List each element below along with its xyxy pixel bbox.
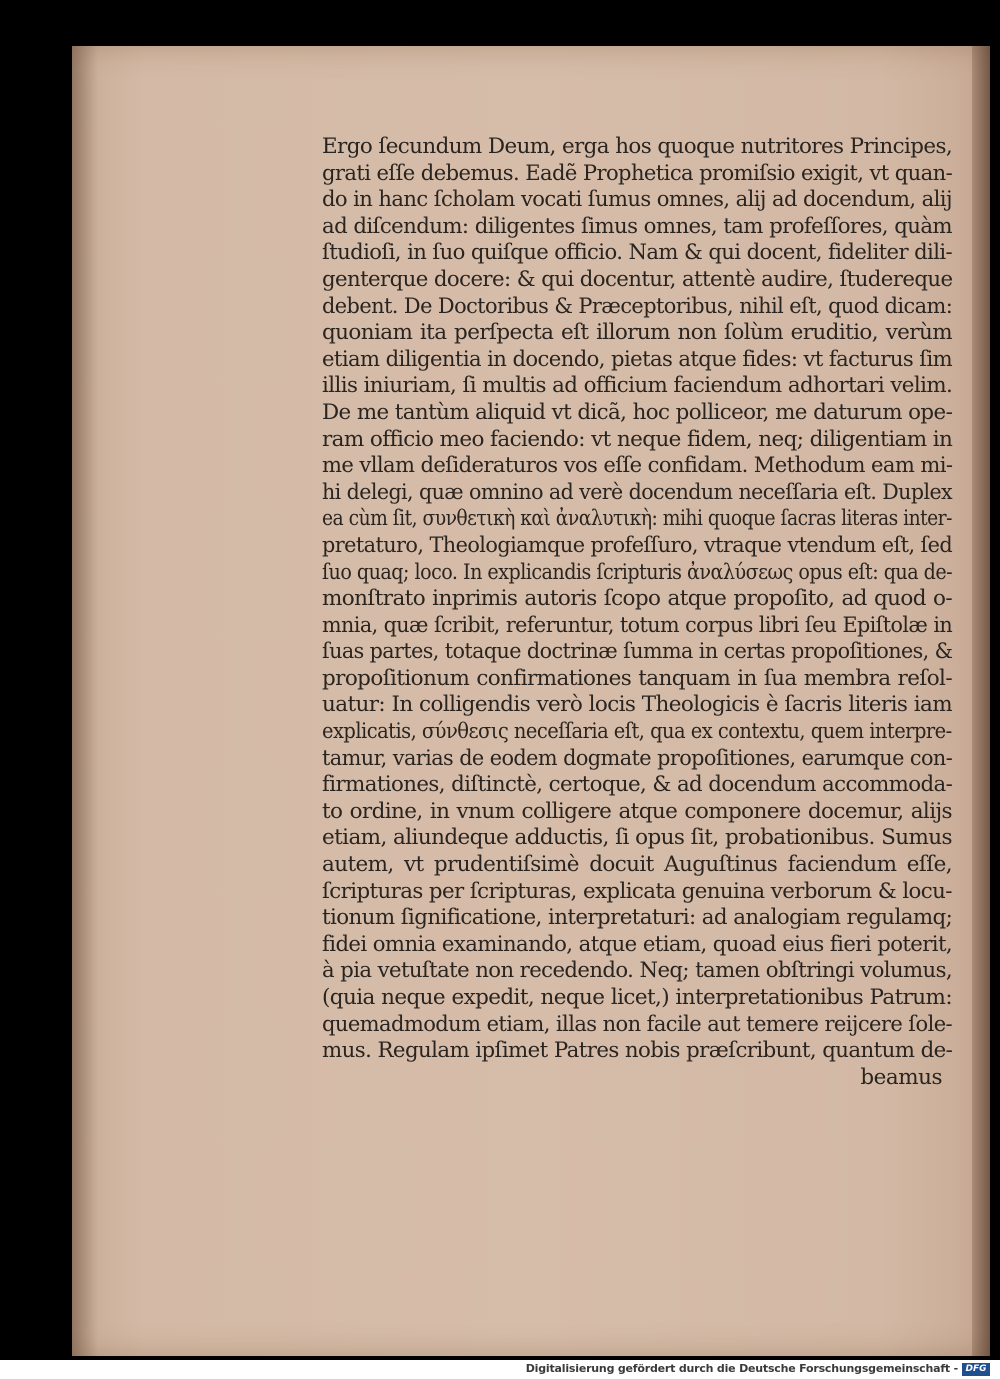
text-line: ſcripturas per ſcripturas, explicata genuina verborum & locu- <box>322 878 952 904</box>
catchword: beamus <box>860 1064 942 1090</box>
page-text-block <box>322 134 952 1091</box>
text-line: to ordine, in vnum colligere atque componere docemur, alijs <box>322 798 952 824</box>
text-line: hi delegi, quæ omnino ad verè docendum neceſſaria eſt. Duplex <box>322 479 953 505</box>
spine-shadow <box>72 46 98 1356</box>
text-line: pretaturo, Theologiamque profeſſuro, vtraque vtendum eſt, ſed <box>322 532 953 558</box>
text-line: monſtrato inprimis autoris ſcopo atque propoſito, ad quod o- <box>322 586 952 612</box>
dfg-logo-icon: DFG <box>962 1363 990 1376</box>
text-line: uatur: In colligendis verò locis Theologicis è ſacris literis iam <box>322 692 952 718</box>
text-line: tionum ſignificatione, interpretaturi: ad analogiam regulamq; <box>322 905 953 931</box>
text-line: ad diſcendum: diligentes ſimus omnes, tam profeſſores, quàm <box>322 213 952 239</box>
text-line: ſuas partes, totaque doctrinæ ſumma in certas propoſitiones, & <box>322 639 953 665</box>
text-line: genterque docere: & qui docentur, attentè audire, ſtudereque <box>322 266 953 292</box>
text-line: mus. Regulam ipſimet Patres nobis præſcribunt, quantum de- <box>322 1038 953 1064</box>
text-line: tamur, varias de eodem dogmate propoſitiones, earumque con- <box>322 745 953 771</box>
text-line: ſtudioſi, in ſuo quiſque officio. Nam & qui docent, fideliter dili- <box>322 240 953 266</box>
text-line: firmationes, diſtinctè, certoque, & ad docendum accommoda- <box>322 772 953 798</box>
text-line: do in hanc ſcholam vocati ſumus omnes, alij ad docendum, alij <box>322 187 952 213</box>
text-line: mnia, quæ ſcribit, referuntur, totum corpus libri ſeu Epiſtolæ in <box>322 612 953 638</box>
text-line: grati eſſe debemus. Eadẽ Prophetica promiſsio exigit, vt quan- <box>322 160 953 186</box>
text-line: etiam diligentia in docendo, pietas atque fides: vt facturus ſim <box>322 346 953 372</box>
text-line: explicatis, σύνθεσις neceſſaria eſt, qua ex contextu, quem interpre- <box>322 719 952 745</box>
text-line: illis iniuriam, ſi multis ad officium faciendum adhortari velim. <box>322 373 953 399</box>
page-edge <box>972 46 990 1356</box>
text-line: propoſitionum confirmationes tanquam in ſua membra reſol- <box>322 665 952 691</box>
text-line: à pia vetuſtate non recedendo. Neq; tamen obſtringi volumus, <box>322 958 953 984</box>
text-line: De me tantùm aliquid vt dicã, hoc polliceor, me daturum ope- <box>322 399 953 425</box>
text-line: ram officio meo faciendo: vt neque fidem, neq; diligentiam in <box>322 426 953 452</box>
text-line: quemadmodum etiam, illas non facile aut temere reijcere ſole- <box>322 1011 953 1037</box>
text-line: debent. De Doctoribus & Præceptoribus, nihil eſt, quod dicam: <box>322 293 953 319</box>
text-line: ea cùm ſit, συνθετικὴ καὶ ἀναλυτικὴ: mihi quoque ſacras literas inter- <box>322 506 952 532</box>
text-line: ſuo quaq; loco. In explicandis ſcripturis ἀναλύσεως opus eſt: qua de- <box>322 559 953 585</box>
text-line: etiam, aliundeque adductis, ſi opus ſit, probationibus. Sumus <box>322 825 952 851</box>
text-line: (quia neque expedit, neque licet,) interpretationibus Patrum: <box>322 985 952 1010</box>
text-line: Ergo ſecundum Deum, erga hos quoque nutritores Principes, <box>322 134 953 159</box>
digitization-credit: Digitalisierung gefördert durch die Deutsche Forschungsgemeinschaft - <box>525 1362 958 1375</box>
text-line: fidei omnia examinando, atque etiam, quoad eius fieri poterit, <box>322 931 953 957</box>
text-line: autem, vt prudentiſsimè docuit Auguſtinus faciendum eſſe, <box>322 852 952 878</box>
text-line: quoniam ita perſpecta eſt illorum non ſolùm eruditio, verùm <box>322 320 952 346</box>
text-line: me vllam deſideraturos vos eſſe confidam. Methodum eam mi- <box>322 453 953 479</box>
